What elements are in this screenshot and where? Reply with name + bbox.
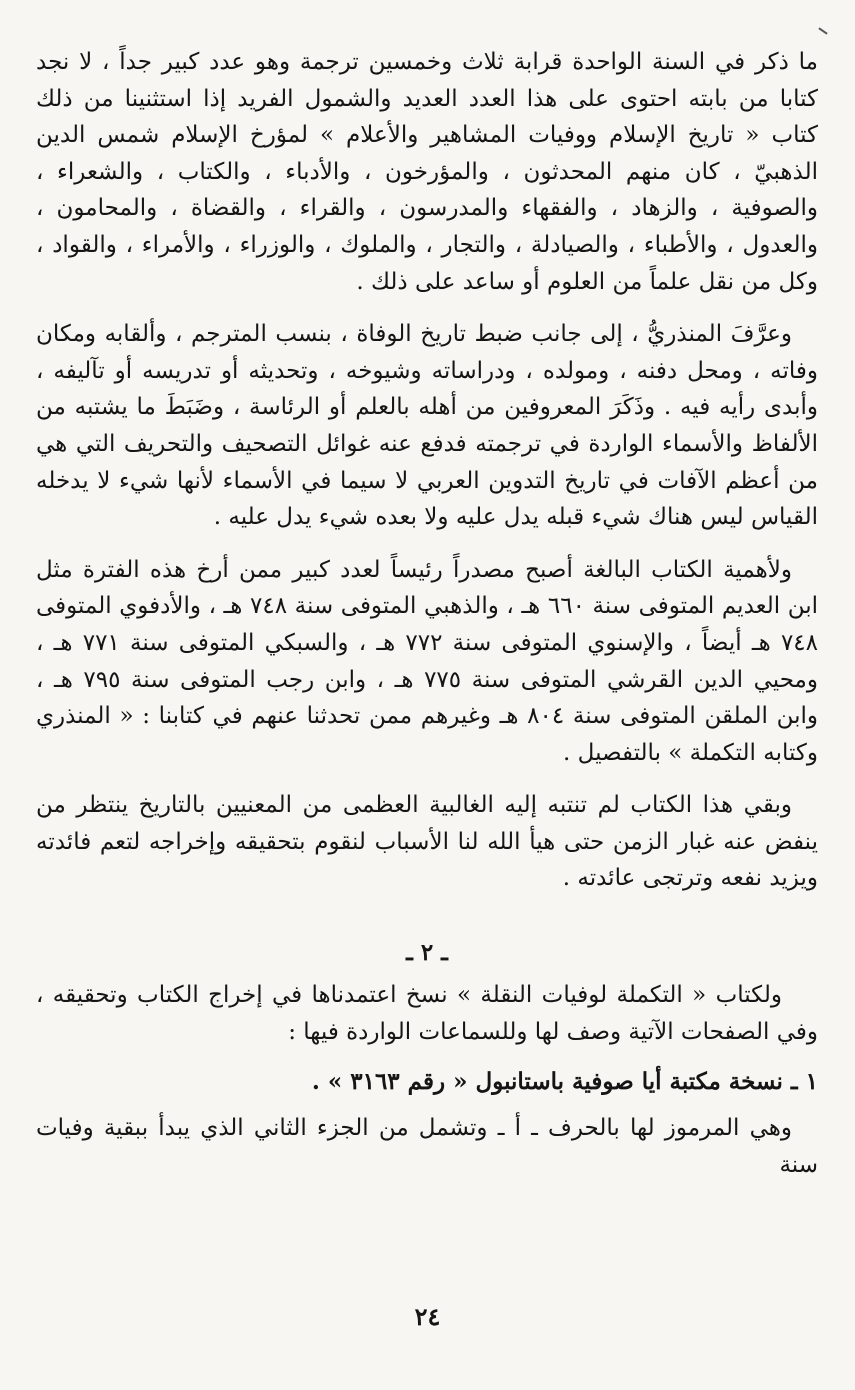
page-content bbox=[36, 44, 818, 1183]
list-item-manuscript-1: ١ ـ نسخة مكتبة أيا صوفية باستانبول « رقم ٣١٦٣ » . bbox=[311, 1068, 818, 1096]
paragraph-4: وبقي هذا الكتاب لم تنتبه إليه الغالبية العظمى من المعنيين بالتاريخ ينتظر من ينفض عنه غبار الزمن حتى هيأ الله لنا الأسباب لنقوم بتحقيقه وإخراجه لتعم فائدته ويزيد نفعه وترتجى عائدته . bbox=[36, 792, 818, 892]
section-number: ـ ٢ ـ bbox=[406, 939, 448, 967]
corner-mark bbox=[818, 27, 827, 34]
paragraph-3: ولأهمية الكتاب البالغة أصبح مصدراً رئيساً لعدد كبير ممن أرخ هذه الفترة مثل ابن العديم المتوفى سنة ٦٦٠ هـ ، والذهبي المتوفى سنة ٧٤٨ هـ ، والأدفوي المتوفى ٧٤٨ هـ أيضاً ، والإسنوي المتوفى سنة ٧٧٢ هـ ، والسبكي المتوفى سنة ٧٧١ هـ ، ومحيي الدين القرشي المتوفى سنة ٧٧٥ هـ ، وابن رجب المتوفى سنة ٧٩٥ هـ ، وابن الملقن المتوفى سنة ٨٠٤ هـ وغيرهم ممن تحدثنا عنهم في كتابنا : « المنذري وكتابه التكملة » بالتفصيل . bbox=[36, 556, 819, 766]
section-paragraph: ولكتاب « التكملة لوفيات النقلة » نسخ اعتمدناها في إخراج الكتاب وتحقيقه ، وفي الصفحات الآتية وصف لها وللسماعات الواردة فيها : bbox=[36, 982, 818, 1045]
last-paragraph: وهي المرموز لها بالحرف ـ أ ـ وتشمل من الجزء الثاني الذي يبدأ ببقية وفيات سنة bbox=[36, 1115, 818, 1178]
page-number: ٢٤ bbox=[414, 1302, 441, 1331]
paragraph-2: وعرَّفَ المنذريُّ ، إلى جانب ضبط تاريخ الوفاة ، بنسب المترجم ، وألقابه ومكان وفاته ، ومحل دفنه ، ومولده ، ودراساته وشيوخه ، وتحديثه أو تدريسه أو تآليفه ، وأبدى رأيه فيه . وذَكَرَ المعروفين من أهله بالعلم أو الرئاسة ، وضَبَطَ ما يشتبه من الألفاظ والأسماء الواردة في ترجمته فدفع عنه غوائل التصحيف والتحريف التي هي من أعظم الآفات في تاريخ التدوين العربي لا سيما في الأسماء لأنها شيء لا يدخله القياس ليس هناك شيء قبله يدل عليه ولا بعده شيء يدل عليه . bbox=[36, 321, 818, 531]
paragraph-1: ما ذكر في السنة الواحدة قرابة ثلاث وخمسين ترجمة وهو عدد كبير جداً ، لا نجد كتابا من بابته احتوى على هذا العدد العديد والشمول الفريد إذا استثنينا من ذلك كتاب « تاريخ الإسلام ووفيات المشاهير والأعلام » لمؤرخ الإسلام شمس الدين الذهبيّ ، كان منهم المحدثون ، والمؤرخون ، والأدباء ، والكتاب ، والشعراء ، والصوفية ، والزهاد ، والفقهاء والمدرسون ، والقراء ، والقضاة ، والمحامون ، والعدول ، والأطباء ، والصيادلة ، والتجار ، والملوك ، والوزراء ، والأمراء ، والقواد ، وكل من نقل علماً من العلوم أو ساعد على ذلك . bbox=[36, 49, 818, 295]
